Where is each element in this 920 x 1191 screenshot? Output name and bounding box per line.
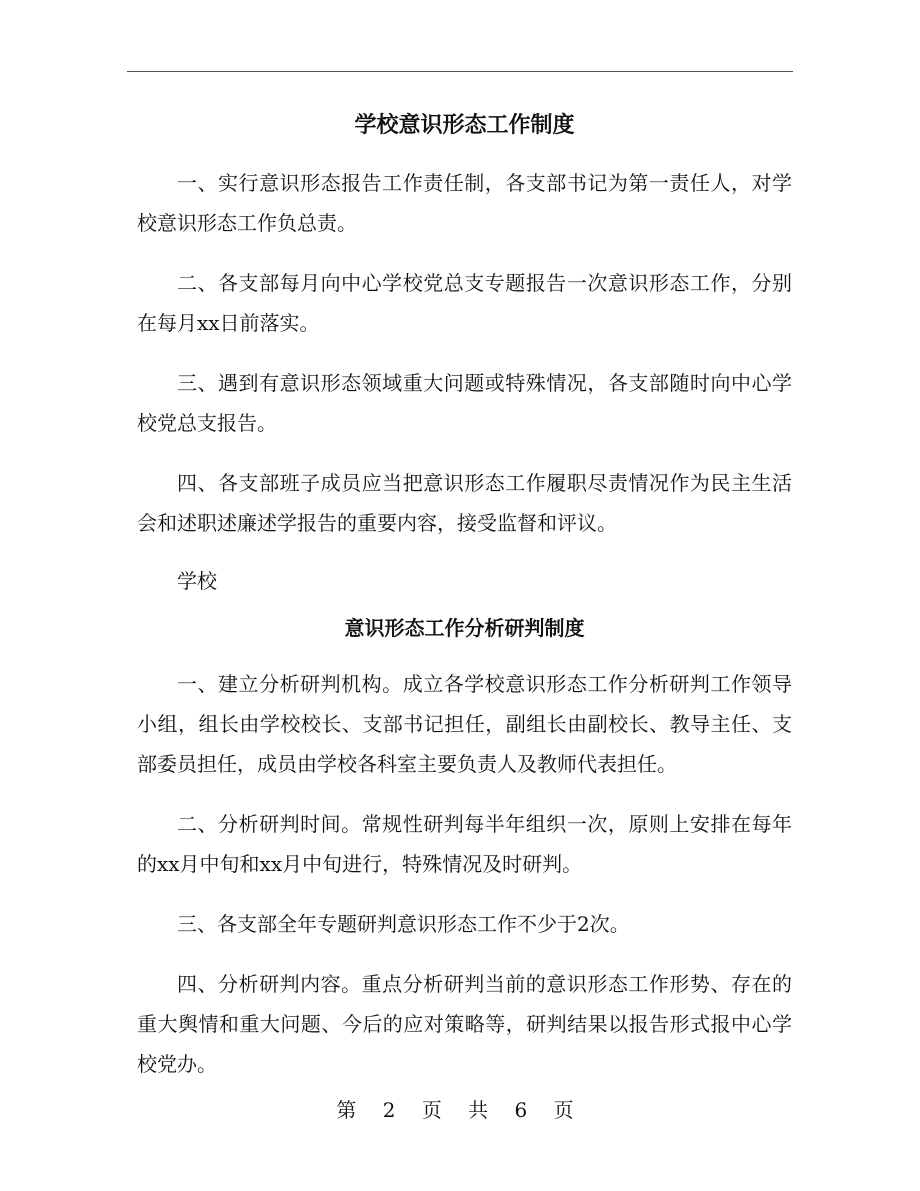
paragraph: 三、各支部全年专题研判意识形态工作不少于2次。 [177, 912, 630, 936]
paragraph: 三、遇到有意识形态领域重大问题或特殊情况，各支部随时向中心学校党总支报告。 [137, 371, 792, 435]
paragraph: 二、各支部每月向中心学校党总支专题报告一次意识形态工作，分别在每月xx日前落实。 [137, 271, 792, 335]
paragraph: 一、实行意识形态报告工作责任制，各支部书记为第一责任人，对学校意识形态工作负总责。 [137, 171, 792, 235]
section-title: 意识形态工作分析研判制度 [344, 616, 585, 640]
paragraph: 二、分析研判时间。常规性研判每半年组织一次，原则上安排在每年的xx月中旬和xx月中旬进行，特殊情况及时研判。 [137, 812, 792, 876]
paragraph: 一、建立分析研判机构。成立各学校意识形态工作分析研判工作领导小组，组长由学校校长、支部书记担任，副组长由副校长、教导主任、支部委员担任，成员由学校各科室主要负责人及教师代表担任。 [137, 672, 792, 776]
header-rule [127, 71, 793, 72]
signature-line: 学校 [177, 569, 217, 593]
document-title: 学校意识形态工作制度 [354, 112, 575, 138]
paragraph: 四、各支部班子成员应当把意识形态工作履职尽责情况作为民主生活会和述职述廉述学报告的重要内容，接受监督和评议。 [137, 471, 792, 535]
page-number: 第 2 页 共 6 页 [336, 1098, 584, 1122]
paragraph: 四、分析研判内容。重点分析研判当前的意识形态工作形势、存在的重大舆情和重大问题、今后的应对策略等，研判结果以报告形式报中心学校党办。 [137, 972, 792, 1076]
document-body [137, 100, 792, 1084]
